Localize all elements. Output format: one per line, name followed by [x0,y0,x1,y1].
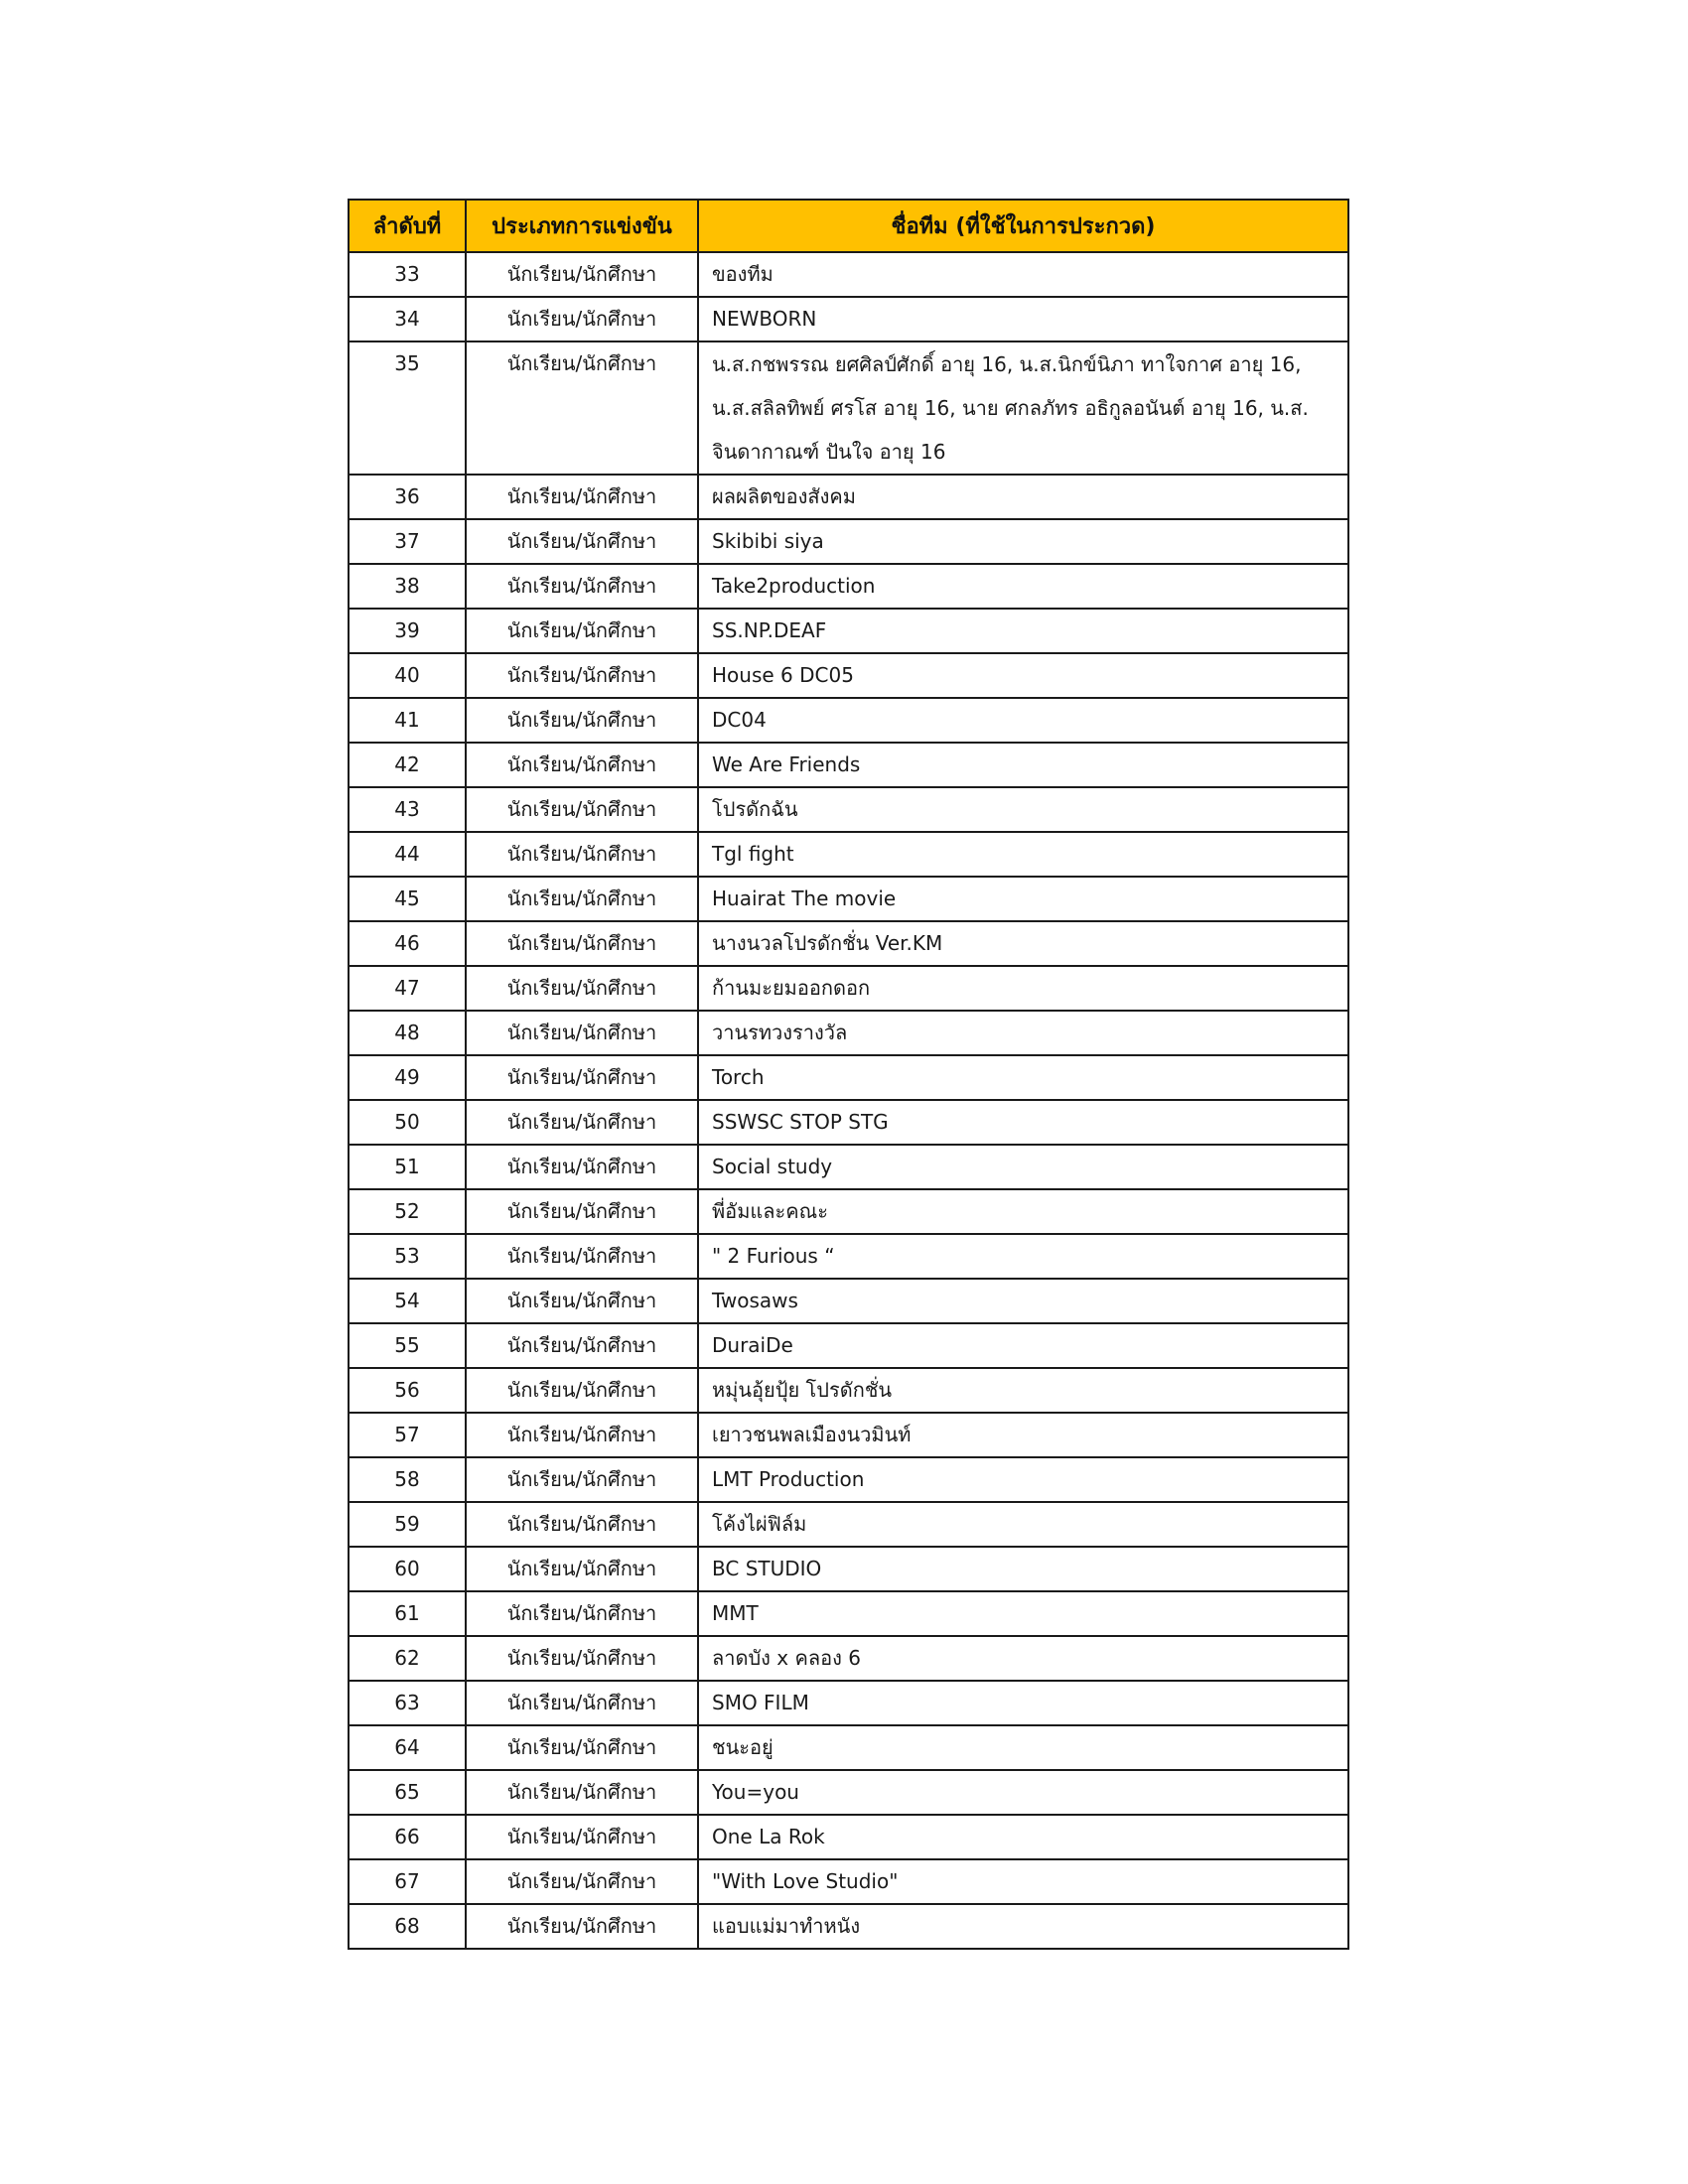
table-row [349,1636,1348,1681]
row-competition-type: นักเรียน/นักศึกษา [466,1770,698,1815]
row-order-number: 56 [349,1368,466,1413]
row-team-name: LMT Production [698,1457,1348,1502]
table-row [349,1100,1348,1145]
table-row [349,1457,1348,1502]
table-row [349,1904,1348,1949]
row-team-name: เยาวชนพลเมืองนวมินท์ [698,1413,1348,1457]
row-order-number: 38 [349,564,466,609]
row-team-name: ลาดบัง x คลอง 6 [698,1636,1348,1681]
table-row [349,1591,1348,1636]
row-team-name: ของทีม [698,252,1348,297]
row-competition-type: นักเรียน/นักศึกษา [466,564,698,609]
row-competition-type: นักเรียน/นักศึกษา [466,252,698,297]
row-competition-type: นักเรียน/นักศึกษา [466,1011,698,1055]
table-row [349,698,1348,743]
table-row [349,743,1348,787]
row-team-name: DC04 [698,698,1348,743]
table-row [349,1055,1348,1100]
row-competition-type: นักเรียน/นักศึกษา [466,609,698,653]
header-team-name: ชื่อทีม (ที่ใช้ในการประกวด) [698,200,1348,252]
row-team-name: " 2 Furious “ [698,1234,1348,1279]
row-team-name: Social study [698,1145,1348,1189]
row-team-name: Huairat The movie [698,877,1348,921]
row-competition-type: นักเรียน/นักศึกษา [466,653,698,698]
row-team-name: วานรทวงรางวัล [698,1011,1348,1055]
table-row [349,1145,1348,1189]
row-team-name: NEWBORN [698,297,1348,341]
row-team-name: SMO FILM [698,1681,1348,1725]
table-row [349,564,1348,609]
header-row [349,200,1348,252]
row-competition-type: นักเรียน/นักศึกษา [466,1457,698,1502]
row-competition-type: นักเรียน/นักศึกษา [466,698,698,743]
table-row [349,1368,1348,1413]
row-team-name: SS.NP.DEAF [698,609,1348,653]
row-team-name: Twosaws [698,1279,1348,1323]
row-order-number: 52 [349,1189,466,1234]
row-team-name: We Are Friends [698,743,1348,787]
table-row [349,519,1348,564]
row-competition-type: นักเรียน/นักศึกษา [466,1859,698,1904]
row-competition-type: นักเรียน/นักศึกษา [466,1368,698,1413]
row-team-name: DuraiDe [698,1323,1348,1368]
table-row [349,341,1348,475]
row-team-name: พี่อัมและคณะ [698,1189,1348,1234]
row-competition-type: นักเรียน/นักศึกษา [466,1904,698,1949]
row-team-name: โค้งไผ่ฟิล์ม [698,1502,1348,1547]
row-competition-type: นักเรียน/นักศึกษา [466,787,698,832]
row-order-number: 39 [349,609,466,653]
row-order-number: 37 [349,519,466,564]
row-competition-type: นักเรียน/นักศึกษา [466,1725,698,1770]
header-order-number: ลำดับที่ [349,200,466,252]
row-competition-type: นักเรียน/นักศึกษา [466,1100,698,1145]
row-order-number: 43 [349,787,466,832]
row-order-number: 60 [349,1547,466,1591]
table-header [349,200,1348,252]
row-order-number: 46 [349,921,466,966]
row-order-number: 36 [349,475,466,519]
row-competition-type: นักเรียน/นักศึกษา [466,921,698,966]
row-order-number: 42 [349,743,466,787]
row-competition-type: นักเรียน/นักศึกษา [466,1234,698,1279]
table-row [349,1323,1348,1368]
row-order-number: 67 [349,1859,466,1904]
row-order-number: 65 [349,1770,466,1815]
row-order-number: 49 [349,1055,466,1100]
table-row [349,1413,1348,1457]
table-row [349,475,1348,519]
row-competition-type: นักเรียน/นักศึกษา [466,1189,698,1234]
row-competition-type: นักเรียน/นักศึกษา [466,1279,698,1323]
row-order-number: 57 [349,1413,466,1457]
row-team-name: You=you [698,1770,1348,1815]
row-team-name: MMT [698,1591,1348,1636]
table-row [349,1725,1348,1770]
row-order-number: 62 [349,1636,466,1681]
row-order-number: 47 [349,966,466,1011]
row-competition-type: นักเรียน/นักศึกษา [466,1815,698,1859]
row-competition-type: นักเรียน/นักศึกษา [466,832,698,877]
row-team-name: Tgl fight [698,832,1348,877]
row-team-name: Skibibi siya [698,519,1348,564]
table-row [349,921,1348,966]
row-competition-type: นักเรียน/นักศึกษา [466,1055,698,1100]
row-competition-type: นักเรียน/นักศึกษา [466,1323,698,1368]
row-team-name: House 6 DC05 [698,653,1348,698]
row-order-number: 54 [349,1279,466,1323]
table-body [349,252,1348,1949]
row-competition-type: นักเรียน/นักศึกษา [466,966,698,1011]
row-order-number: 41 [349,698,466,743]
table-row [349,1189,1348,1234]
row-competition-type: นักเรียน/นักศึกษา [466,475,698,519]
table-row [349,1815,1348,1859]
row-order-number: 48 [349,1011,466,1055]
row-order-number: 59 [349,1502,466,1547]
row-order-number: 58 [349,1457,466,1502]
team-roster-table [348,199,1349,1950]
row-competition-type: นักเรียน/นักศึกษา [466,1681,698,1725]
row-competition-type: นักเรียน/นักศึกษา [466,743,698,787]
row-order-number: 35 [349,341,466,475]
table-row [349,1681,1348,1725]
table-row [349,1279,1348,1323]
row-order-number: 44 [349,832,466,877]
row-team-name: BC STUDIO [698,1547,1348,1591]
row-order-number: 40 [349,653,466,698]
table-row [349,1234,1348,1279]
table-row [349,1011,1348,1055]
row-competition-type: นักเรียน/นักศึกษา [466,1591,698,1636]
row-order-number: 55 [349,1323,466,1368]
table-row [349,832,1348,877]
row-team-name: One La Rok [698,1815,1348,1859]
row-competition-type: นักเรียน/นักศึกษา [466,297,698,341]
row-team-name: ชนะอยู่ [698,1725,1348,1770]
row-order-number: 64 [349,1725,466,1770]
row-order-number: 68 [349,1904,466,1949]
row-order-number: 51 [349,1145,466,1189]
row-team-name: Torch [698,1055,1348,1100]
header-competition-type: ประเภทการแข่งขัน [466,200,698,252]
row-competition-type: นักเรียน/นักศึกษา [466,1636,698,1681]
row-order-number: 33 [349,252,466,297]
row-order-number: 66 [349,1815,466,1859]
row-competition-type: นักเรียน/นักศึกษา [466,877,698,921]
table-row [349,966,1348,1011]
table-row [349,653,1348,698]
table-row [349,1547,1348,1591]
row-team-name: SSWSC STOP STG [698,1100,1348,1145]
table-row [349,1502,1348,1547]
table-row [349,1770,1348,1815]
row-order-number: 53 [349,1234,466,1279]
row-team-name: หมุ่นอุ้ยปุ้ย โปรดักชั่น [698,1368,1348,1413]
row-order-number: 50 [349,1100,466,1145]
row-order-number: 34 [349,297,466,341]
table-row [349,1859,1348,1904]
table-row [349,877,1348,921]
row-team-name: น.ส.กชพรรณ ยศศิลป์ศักดิ์ อายุ 16, น.ส.นิกข์นิภา ทาใจกาศ อายุ 16, น.ส.สลิลทิพย์ ศรโส อายุ 16, นาย ศกลภัทร อธิกูลอนันต์ อายุ 16, น.ส. จินดากาณฑ์ ปันใจ อายุ 16 [698,341,1348,475]
row-competition-type: นักเรียน/นักศึกษา [466,1547,698,1591]
row-team-name: "With Love Studio" [698,1859,1348,1904]
row-team-name: นางนวลโปรดักชั่น Ver.KM [698,921,1348,966]
row-order-number: 61 [349,1591,466,1636]
table-row [349,787,1348,832]
row-order-number: 63 [349,1681,466,1725]
row-team-name: ก้านมะยมออกดอก [698,966,1348,1011]
table-row [349,252,1348,297]
row-team-name: Take2production [698,564,1348,609]
row-order-number: 45 [349,877,466,921]
row-team-name: ผลผลิตของสังคม [698,475,1348,519]
row-competition-type: นักเรียน/นักศึกษา [466,341,698,475]
row-competition-type: นักเรียน/นักศึกษา [466,1413,698,1457]
row-competition-type: นักเรียน/นักศึกษา [466,1502,698,1547]
row-competition-type: นักเรียน/นักศึกษา [466,1145,698,1189]
row-competition-type: นักเรียน/นักศึกษา [466,519,698,564]
table-row [349,297,1348,341]
row-team-name: แอบแม่มาทำหนัง [698,1904,1348,1949]
row-team-name: โปรดักฉัน [698,787,1348,832]
table-row [349,609,1348,653]
